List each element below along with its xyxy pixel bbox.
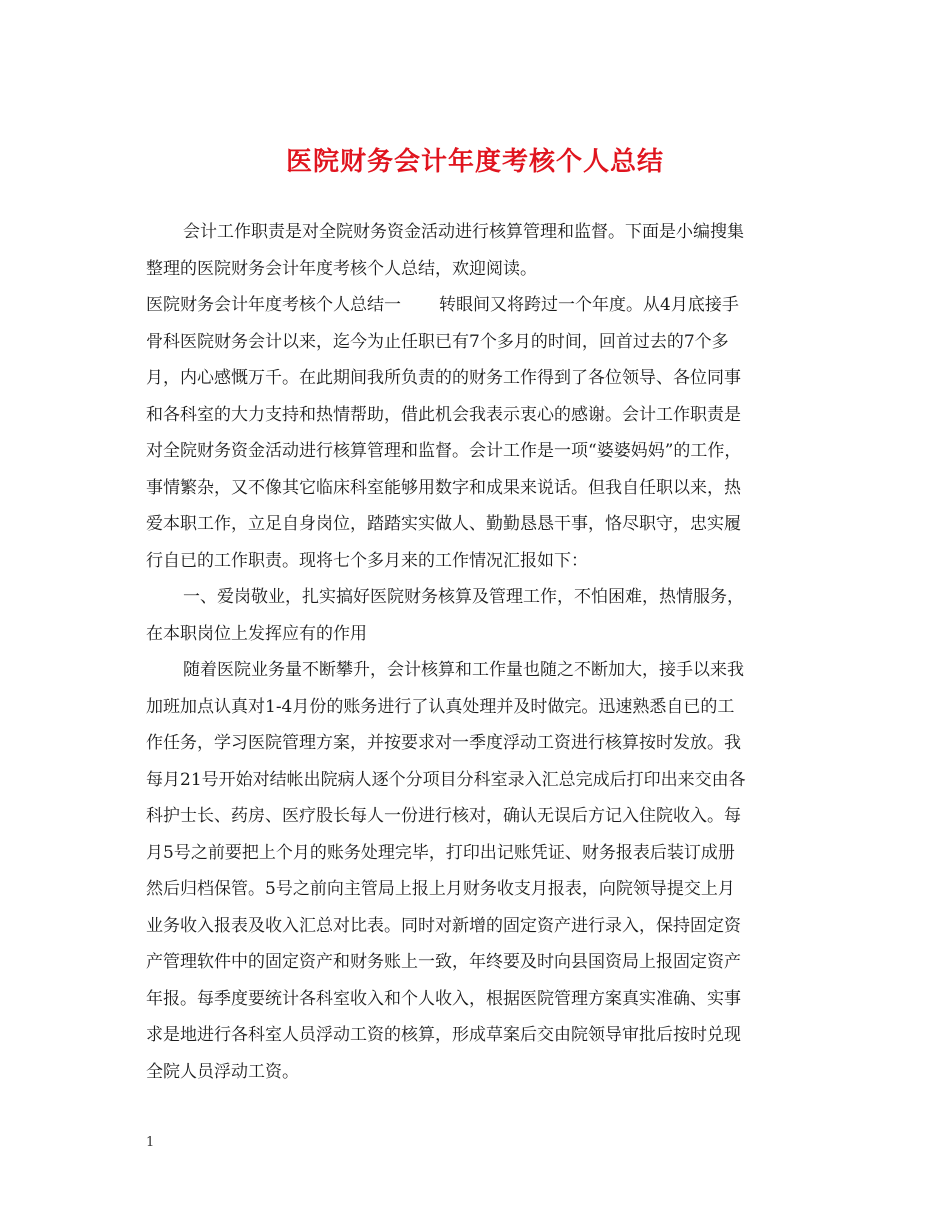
text-line: 转眼间又将跨过一个年度。从4月底接手 (439, 295, 739, 315)
text-line: 和各科室的大力支持和热情帮助，借此机会我表示衷心的感谢。会计工作职责是 (146, 404, 741, 425)
text-line: 作任务，学习医院管理方案，并按要求对一季度浮动工资进行核算按时发放。我 (146, 733, 741, 753)
text-line: 求是地进行各科室人员浮动工资的核算，形成草案后交由院领导审批后按时兑现 (146, 1025, 741, 1045)
text-line: 业务收入报表及收入汇总对比表。同时对新增的固定资产进行录入，保持固定资 (146, 915, 741, 936)
section-heading: 医院财务会计年度考核个人总结一 (146, 295, 401, 315)
text-line: 月，内心感慨万千。在此期间我所负责的的财务工作得到了各位领导、各位同事 (146, 368, 741, 388)
text-line: 然后归档保管。5号之前向主管局上报上月财务收支月报表，向院领导提交上月 (146, 879, 735, 899)
text-line: 事情繁杂，又不像其它临床科室能够用数字和成果来说话。但我自任职以来，热 (146, 477, 741, 498)
document-title: 医院财务会计年度考核个人总结 (285, 147, 664, 177)
section-heading-cont: 在本职岗位上发挥应有的作用 (146, 623, 367, 644)
text-line: 产管理软件中的固定资产和财务账上一致，年终要及时向县国资局上报固定资产 (146, 952, 741, 972)
page-number: 1 (146, 1135, 155, 1150)
section-heading: 一、爱岗敬业，扎实搞好医院财务核算及管理工作，不怕困难，热情服务， (183, 587, 744, 607)
text-line: 爱本职工作，立足自身岗位，踏踏实实做人、勤勤恳恳干事，恪尽职守，忠实履 (146, 514, 741, 534)
text-line: 月5号之前要把上个月的账务处理完毕，打印出记账凭证、财务报表后装订成册 (146, 842, 735, 863)
text-line: 随着医院业务量不断攀升，会计核算和工作量也随之不断加大，接手以来我 (183, 660, 744, 680)
text-line: 年报。每季度要统计各科室收入和个人收入，根据医院管理方案真实准确、实事 (146, 988, 741, 1009)
text-line: 科护士长、药房、医疗股长每人一份进行核对，确认无误后方记入住院收入。每 (146, 806, 741, 826)
text-line-combined (146, 287, 808, 324)
text-line: 行自已的工作职责。现将七个多月来的工作情况汇报如下： (146, 550, 588, 571)
text-line: 整理的医院财务会计年度考核个人总结，欢迎阅读。 (146, 258, 537, 279)
text-line: 骨科医院财务会计以来，迄今为止任职已有7个多月的时间，回首过去的7个多 (146, 331, 729, 352)
text-line: 每月21号开始对结帐出院病人逐个分项目分科室录入汇总完成后打印出来交由各 (146, 769, 746, 790)
text-line: 全院人员浮动工资。 (146, 1061, 299, 1082)
text-line: 对全院财务资金活动进行核算管理和监督。会计工作是一项“婆婆妈妈”的工作， (146, 441, 742, 461)
document-body (146, 214, 808, 1090)
text-line: 会计工作职责是对全院财务资金活动进行核算管理和监督。下面是小编搜集 (183, 222, 744, 242)
text-line: 加班加点认真对1-4月份的账务进行了认真处理并及时做完。迅速熟悉自已的工 (146, 696, 735, 717)
